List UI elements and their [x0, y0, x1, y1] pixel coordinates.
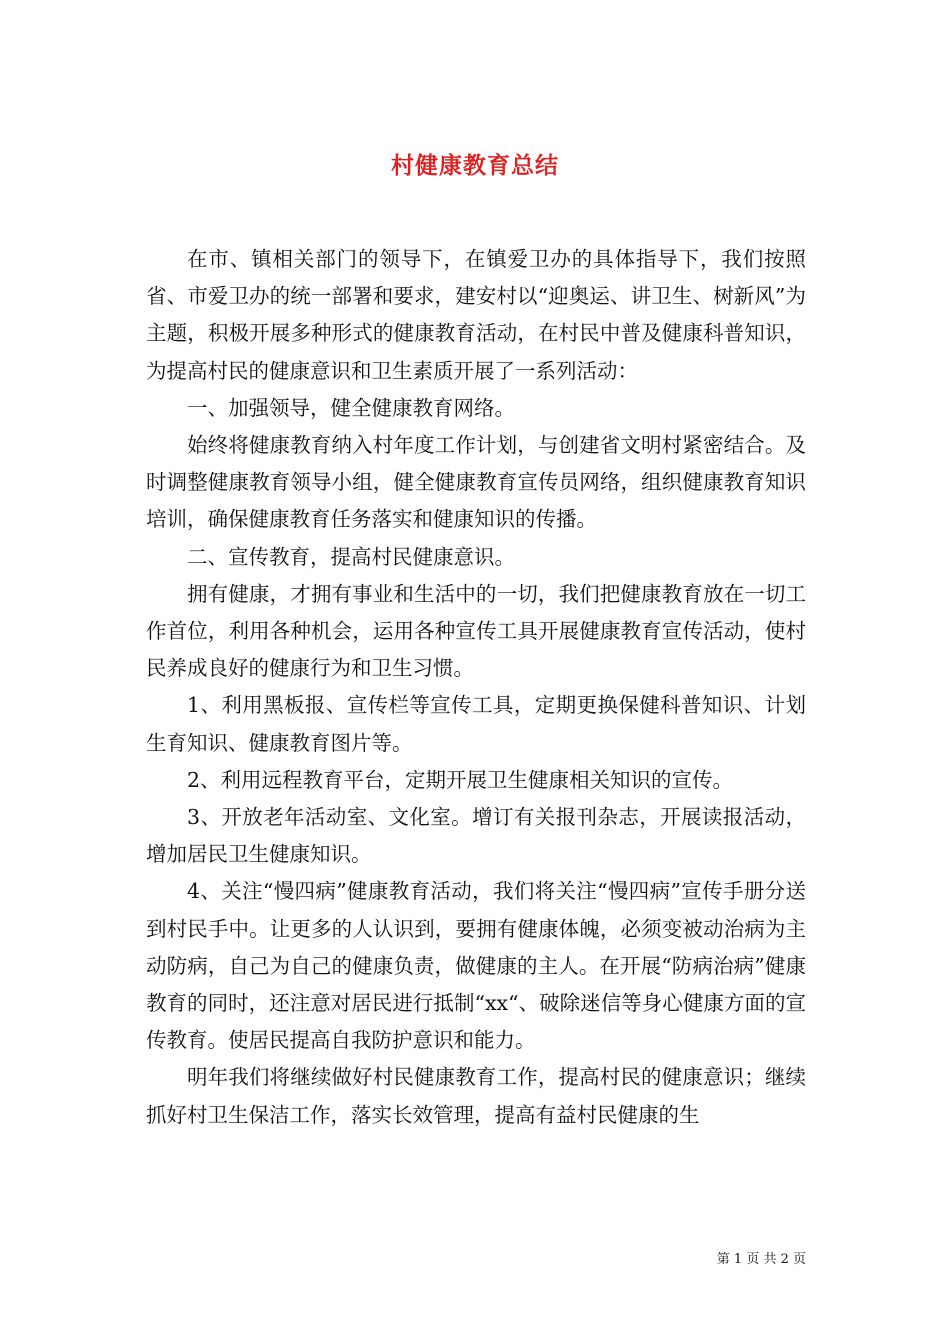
page-number-footer: 第 1 页 共 2 页 — [716, 1252, 806, 1267]
paragraph-section-1: 始终将健康教育纳入村年度工作计划，与创建省文明村紧密结合。及时调整健康教育领导小组，健全健康教育宣传员网络，组织健康教育知识培训，确保健康教育任务落实和健康知识的传播。 — [146, 433, 806, 532]
paragraph-next-year: 明年我们将继续做好村民健康教育工作，提高村民的健康意识；继续抓好村卫生保洁工作，落实长效管理，提高有益村民健康的生 — [146, 1065, 806, 1127]
section-heading-2: 二、宣传教育，提高村民健康意识。 — [187, 544, 515, 569]
section-heading-1: 一、加强领导，健全健康教育网络。 — [187, 395, 515, 420]
list-item-4: 4、关注“慢四病”健康教育活动，我们将关注“慢四病”宣传手册分送到村民手中。让更多的人认识到，要拥有健康体魄，必须变被动治病为主动防病，自己为自己的健康负责，做健康的主人。在开展“防病治病”健康教育的同时，还注意对居民进行抵制“xx“、破除迷信等身心健康方面的宣传教育。使居民提高自我防护意识和能力。 — [146, 879, 806, 1053]
paragraph-intro: 在市、镇相关部门的领导下，在镇爱卫办的具体指导下，我们按照省、市爱卫办的统一部署和要求，建安村以“迎奥运、讲卫生、树新风”为主题，积极开展多种形式的健康教育活动，在村民中普及健康科普知识，为提高村民的健康意识和卫生素质开展了一系列活动： — [146, 247, 806, 383]
document-body — [146, 241, 806, 1134]
document-title: 村健康教育总结 — [391, 152, 559, 180]
list-item-3: 3、开放老年活动室、文化室。增订有关报刊杂志，开展读报活动，增加居民卫生健康知识。 — [146, 805, 806, 867]
list-item-2: 2、利用远程教育平台，定期开展卫生健康相关知识的宣传。 — [187, 767, 734, 792]
list-item-1: 1、利用黑板报、宣传栏等宣传工具，定期更换保健科普知识、计划生育知识、健康教育图片等。 — [146, 693, 806, 755]
paragraph-section-2: 拥有健康，才拥有事业和生活中的一切，我们把健康教育放在一切工作首位，利用各种机会，运用各种宣传工具开展健康教育宣传活动，使村民养成良好的健康行为和卫生习惯。 — [146, 581, 806, 681]
